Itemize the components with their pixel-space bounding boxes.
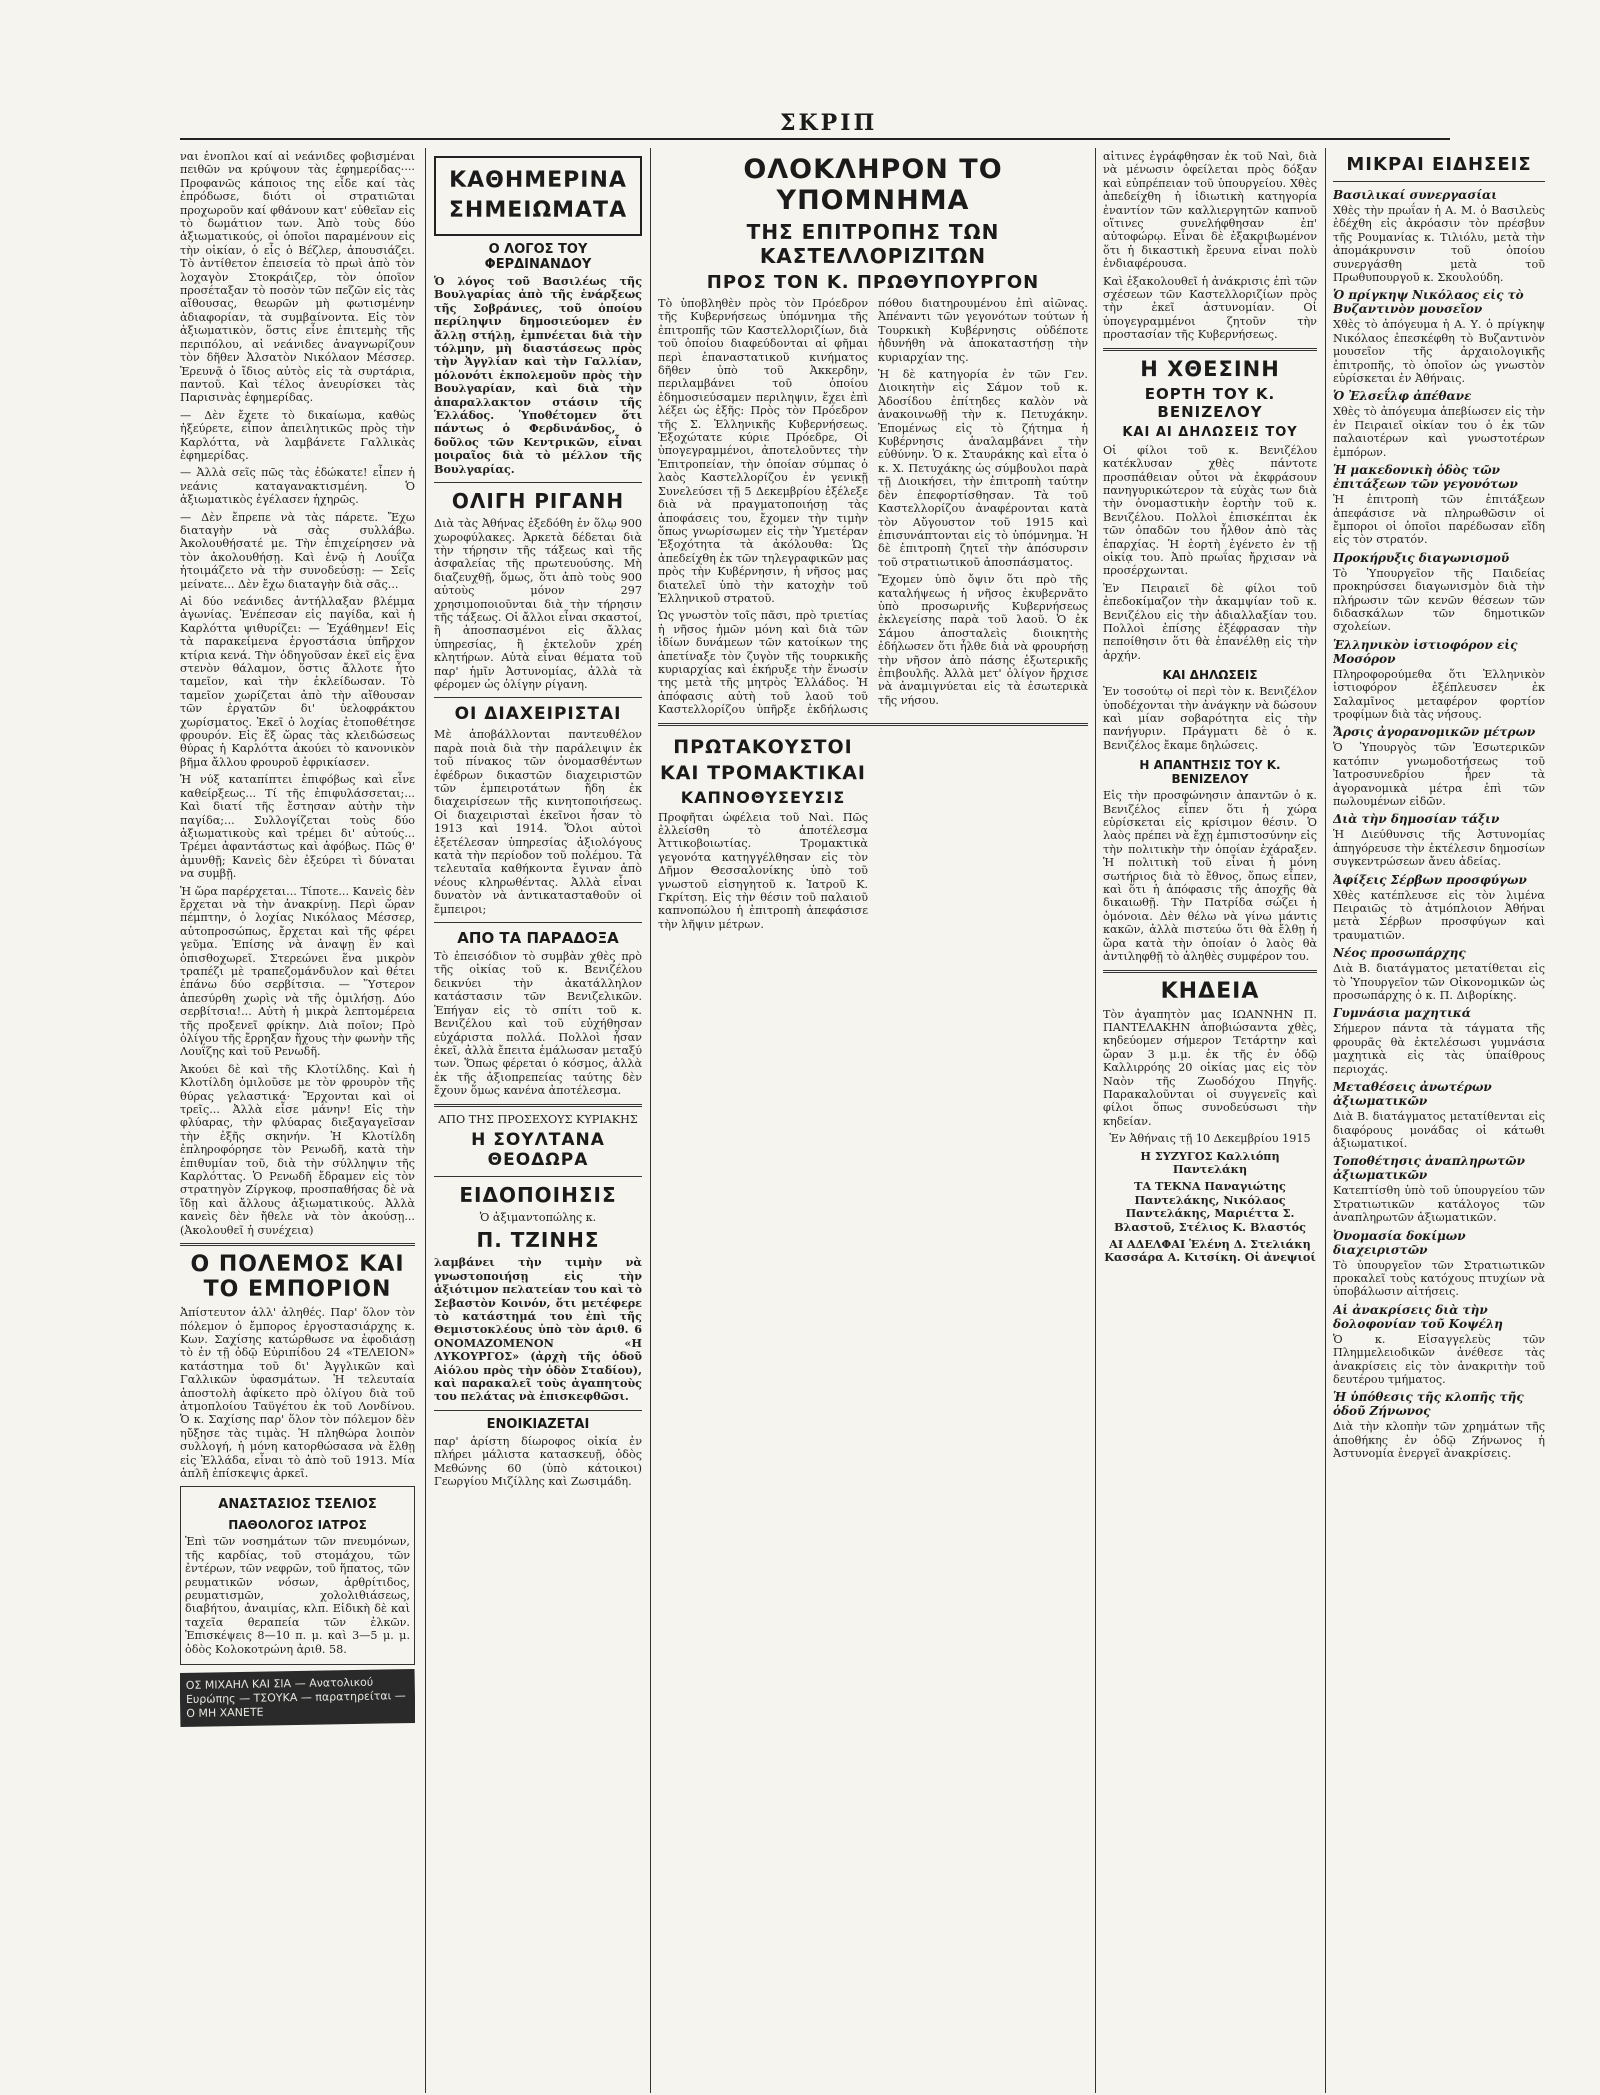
doctor-text: Ἐπὶ τῶν νοσημάτων τῶν πνευμόνων, τῆς καρδίας, τοῦ στομάχου, τῶν ἐντέρων, τῶν νεφρῶν, τοῦ ἥπατος, τῶν ρευματικῶν νόσων, ἀρθρίτιδος, ρευματισμῶν, χολολιθιάσεως, διαβήτου, ἀναιμίας, κλπ. Εἰδικὴ δὲ καὶ ταχεῖα θεραπεία τῶν ἐλκῶν. Ἐπισκέψεις 8—10 π. μ. καὶ 3—5 μ. μ. ὁδὸς Κολοκοτρώνη ἀριθ. 58. [185,1535,410,1656]
notice-text: λαμβάνει τὴν τιμὴν νὰ γνωστοποιήσῃ εἰς τὴν ἀξιότιμον πελατείαν του καὶ τὸ Σεβαστὸν Κοινόν, ὅτι μετέφερε τὸ κατάστημά του ἐπὶ τῆς Θεμιστοκλέους ὑπὸ τὸν ἀριθ. 6 ΟΝΟΜΑΖΟΜΕΝΟΝ «Η ΛΥΚΟΥΡΓΟΣ» (ἀρχὴ τῆς ὁδοῦ Αἰόλου πρὸς τὴν ὁδὸν Σταδίου), καὶ παρακαλεῖ τοὺς ἀγαπητοὺς του πελάτας νὰ ἐπισκεφθῶσι. [434,1255,642,1404]
rigani-text: Διὰ τὰς Ἀθήνας ἐξεδόθη ἐν ὅλῳ 900 χωροφύλακες. Ἀρκετὰ δέδεται διὰ τὴν τήρησιν τῆς τάξεως καὶ τῆς ἀσφαλείας τῆς πρωτευούσης. Μὴ διαζευχθῇ, ὅμως, ὅτι ἀπὸ τοὺς 900 αὐτοὺς μόνον 297 χρησιμοποιοῦνται διὰ τὴν τήρησιν τῆς τάξεως. Οἱ ἄλλοι εἶναι σκαστοί, ἢ ἀποσπασμένοι εἰς ἄλλας ὑπηρεσίας, ἢ ἐκτελοῦν χρέη κλητήρων. Αὐτὰ εἶναι θέματα τοῦ παρ' ἡμῖν Ἀστυνομίας, ἀλλὰ τὰ φέρομεν ὡς ὀλίγην ρίγανη. [434,517,642,691]
news-item-headline: Γυμνάσια μαχητικά [1333,1006,1471,1021]
news-item-headline: Ἡ μακεδονικὴ ὁδὸς τῶν ἐπιτάξεων τῶν γεγονότων [1333,463,1518,492]
rigani-headline: ΟΛΙΓΗ ΡΙΓΑΝΗ [451,489,625,514]
news-item-text: Σήμερον πάντα τὰ τάγματα τῆς φρουρᾶς θὰ ἐκτελέσωσι γυμνάσια μαχητικὰ εἰς τὰς ὑπαίθρους περιοχάς. [1333,1022,1545,1076]
masthead-title: ΣΚΡΙΠ [780,110,878,136]
continued-text: Καὶ ἐξακολουθεῖ ἡ ἀνάκρισις ἐπὶ τῶν σχέσεων τῶν Καστελλοριζίων πρὸς τὴν ἐκεῖ ἀστυνομίαν. Οἱ ὑπογεγραμμένοι ζητοῦν τὴν προστασίαν τῆς Κυβερνήσεως. [1103,274,1317,342]
unheard-headline-2: ΚΑΙ ΤΡΟΜΑΚΤΙΚΑΙ [659,761,866,784]
news-item-headline: Ὁ Ἐλσεΐλφ ἀπέθανε [1333,389,1472,404]
venizelos-text: Ἐν Πειραιεῖ δὲ φίλοι τοῦ ἐπεδοκίμαζον τὴν ἀκαμψίαν τοῦ κ. Βενιζέλου εἰς τὴν ἀδιαλλαξίαν του. Πολλοὶ ἐπίσης ἐξέφρασαν τὴν πεποίθησιν ὅτι θὰ ἐπανέλθῃ εἰς τὴν ἀρχήν. [1103,581,1317,662]
paradoxes-headline: ΑΠΟ ΤΑ ΠΑΡΑΔΟΞΑ [457,929,619,948]
memorandum-headline-2: ΤΗΣ ΕΠΙΤΡΟΠΗΣ ΤΩΝ ΚΑΣΤΕΛΛΟΡΙΖΙΤΩΝ [746,220,1000,268]
memorandum-body [658,297,1088,717]
news-item-headline: Μεταθέσεις ἀνωτέρων ἀξιωματικῶν [1333,1080,1492,1109]
funeral-children: ΤΑ ΤΕΚΝΑ Παναγιώτης Παντελάκης, Νικόλαος Παντελάκης, Μαριέττα Σ. Βλαστοῦ, Στέλιος Κ. Βλαστός [1114,1179,1306,1234]
rent-headline: ΕΝΟΙΚΙΑΖΕΤΑΙ [486,1416,590,1432]
funeral-headline: ΚΗΔΕΙΑ [1160,978,1260,1004]
paradoxes-text: Τὸ ἐπεισόδιον τὸ συμβὰν χθὲς πρὸ τῆς οἰκίας τοῦ κ. Βενιζέλου δεικνύει τὴν ἀκατάλληλον κατάστασιν τῶν Βενιζελικῶν. Ἐπήγαν εἰς τὸ σπίτι τοῦ κ. Βενιζέλου καὶ τοῦ εὐχήθησαν εὐχάριστα πολλά. Πολλοὶ ἦσαν ἐκεῖ, ἀλλὰ ἔπειτα ἐμάλωσαν μεταξύ των. Ὅπως φέρεται ὁ κόσμος, ἀλλὰ ἐκ τῆς ἀξιοπρεπείας ταύτης δὲν ἔχουν ὅμως κανένα ἀποτέλεσμα. [434,950,642,1098]
news-item-headline: Ἄρσις ἀγορανομικῶν μέτρων [1333,725,1536,740]
news-item-text: Διὰ τὴν κλοπὴν τῶν χρημάτων τῆς ἀποθήκης ἐν ὁδῷ Ζήνωνος ἡ Ἀστυνομία ἐνεργεῖ ἀνακρίσεις. [1333,1420,1545,1461]
funeral-text: Τὸν ἀγαπητὸν μας ΙΩΑΝΝΗΝ Π. ΠΑΝΤΕΛΑΚΗΝ ἀποβιώσαντα χθὲς, κηδεύομεν σήμερον Τετάρτην καὶ ὥραν 3 μ.μ. ἐκ τῆς ἐν ὁδῷ Καλλιρρόης 20 οἰκίας μας εἰς τὸν Ναὸν τῆς Ζωοδόχου Πηγῆς. Παρακαλοῦνται οἱ συγγενεῖς καὶ φίλοι ὅπως συνοδεύσωσι τὴν κηδείαν. [1103,1007,1317,1128]
unheard-headline-1: ΠΡΩΤΑΚΟΥΣΤΟΙ [673,735,853,758]
daily-notes-headline: ΚΑΘΗΜΕΡΙΝΑ ΣΗΜΕΙΩΜΑΤΑ [448,168,628,223]
serial-story-text: Ἀκούει δὲ καὶ τῆς Κλοτίλδης. Καὶ ἡ Κλοτίλδη ὁμιλοῦσε με τὸν φρουρὸν τῆς θύρας γελαστικά· Ἔρχονται καὶ οἱ τρεῖς... Ἀλλὰ εἶσε μάνην! Εἰς τὴν φλύαρας, τὴν φλύαρας διεξαγαγεῖσαν τὴν ἐξῆς σκηνήν. Ἡ Κλοτίλδη ἐπληροφόρησε τὸν Ρενωδῆ, κατὰ τὴν ἐπιθυμίαν τοῦ, διὰ τὴν σύλληψιν τῆς Καρλόττας. Ὁ Ρενωδῆ ἔδραμεν εἰς τὸν στρατηγὸν Ζίργκοφ, προσπαθήσας δὲ νὰ ἴδῃ καὶ ἄλλους ἀξιωματικούς. Ἀλλὰ κανεὶς δὲν ἤθελε νὰ τὸν ἀκούσῃ... (Ἀκολουθεῖ ἡ συνέχεια) [180,1062,415,1237]
venizelos-text: Εἰς τὴν προσφώνησιν ἀπαντῶν ὁ κ. Βενιζέλος εἶπεν ὅτι ἡ χώρα εὑρίσκεται εἰς κρίσιμον θέσιν. Ὁ λαὸς πρέπει νὰ ἔχῃ ἐμπιστοσύνην εἰς τὴν πολιτικὴν τὴν ὁποίαν ἐχάραξεν. Ἡ πολιτικὴ τοῦ εἶναι ἡ μόνη σωτήριος διὰ τὸ ἔθνος, ὅπως εἶπεν, καὶ ὅτι ἡ ἀπόφασις τῆς ἀποχῆς θὰ δικαιωθῇ. Τὴν Πατρίδα σώζει ἡ ὁμόνοια. Δὲν θέλω νὰ γίνω μάντις κακῶν, ἀλλὰ πιστεύω ὅτι θὰ ἔλθῃ ἡ ὥρα κατὰ τὴν ὁποίαν ὁ λαὸς θὰ ἀντιληφθῇ τὸ ἀληθὲς συμφέρον του. [1103,789,1317,964]
column-4 [1103,150,1317,2090]
news-item-headline: Βασιλικαί συνεργασίαι [1333,188,1498,202]
masthead [180,108,1450,140]
venizelos-headline-2: ΕΟΡΤΗ ΤΟΥ Κ. ΒΕΝΙΖΕΛΟΥ [1144,384,1276,421]
column-3 [658,150,1088,2090]
war-commerce-headline: Ο ΠΟΛΕΜΟΣ ΚΑΙ ΤΟ ΕΜΠΟΡΙΟΝ [190,1252,405,1303]
column-1 [180,150,415,2090]
memorandum-headline-3: ΠΡΟΣ ΤΟΝ Κ. ΠΡΩΘΥΠΟΥΡΓΟΝ [706,272,1040,293]
news-item-text: Ἡ Διεύθυνσις τῆς Ἀστυνομίας ἀπηγόρευσε τὴν ἐκτέλεσιν δημοσίων συγκεντρώσεων ἄνευ ἀδείας. [1333,828,1545,869]
news-item-headline: Αἱ ἀνακρίσεις διὰ τὴν δολοφονίαν τοῦ Κοψέλη [1333,1302,1503,1331]
unheard-box [658,732,868,936]
declarations-subhead: ΚΑΙ ΔΗΛΩΣΕΙΣ [1162,668,1258,683]
continued-text: αἱτινες ἐγράφθησαν ἐκ τοῦ Ναὶ, διὰ νὰ μένωσιν ὀφείλεται πρὸς δόξαν καὶ εὐπρέπειαν τοῦ ὑπουργείου. Χθὲς ἀπεδείχθη ἡ ἰδιωτικὴ κατηγορία ἐναντίον τῶν καλλιεργητῶν καπνοῦ οἵτινες συνελήφθησαν ἐπ' αὐτοφώρῳ. Εἶναι δὲ ἐξακριβωμένον ὅτι ἡ δικαστικὴ ἔρευνα εἶναι πολὺ ἐνδιαφέρουσα. [1103,150,1317,271]
venizelos-headline-3: ΚΑΙ ΑΙ ΔΗΛΩΣΕΙΣ ΤΟΥ [1122,424,1298,440]
news-item-headline: Ἡ ὑπόθεσις τῆς κλοπῆς τῆς ὁδοῦ Ζήνωνος [1333,1390,1524,1419]
notice-headline: ΕΙΔΟΠΟΙΗΣΙΣ [459,1182,617,1207]
news-item-headline: Ὁ πρίγκηψ Νικόλαος εἰς τὸ Βυζαντινὸν μουσεῖον [1333,288,1524,317]
news-item-headline: Νέος προσωπάρχης [1333,946,1466,961]
unheard-headline-3: ΚΑΠΝΟΘΥΣΕΥΣΙΣ [680,787,846,807]
news-item-text: Διὰ Β. διατάγματος μετατίθεται εἰς τὸ Ὑπουργεῖον τῶν Οἰκονομικῶν ὡς προσωπάρχης ὁ κ. Π. Διβορίκης. [1333,962,1545,1003]
news-item-text: Τὸ ὑπουργεῖον τῶν Στρατιωτικῶν προκαλεῖ τοὺς κατόχους πτυχίων νὰ ὑποβάλωσιν αἰτήσεις. [1333,1258,1545,1299]
memorandum-text: Ἡ δὲ κατηγορία ἐν τῶν Γεν. Διοικητὴν εἰς Σάμον τοῦ κ. Ἀδοσίδου ἐπίτηδες καλὸν νὰ ἀνακοινωθῇ τὴν κ. Πετυχάκην. Ἐπομένως εἰς τὸ ζήτημα ἡ Κυβέρνησις ἀναλαμβάνει τὴν εὐθύνην. Ὁ κ. Σταυράκης καὶ εἶτα ὁ κ. Χ. Πετυχάκης ὡς σύμβουλοι παρὰ τῇ Διοικήσει, τὴν ἐπιτροπὴ ταύτην δὲν ἐπεφορτίσθησαν. Τὰ τοῦ Καστελλορίζου ἀναφέρονται κατὰ τὸν Αὔγουστον τοῦ 1915 καὶ ἐπισυνάπτονται εἰς τὸ ὑπόμνημα. Ἡ δὲ ἐπιτροπὴ ζητεῖ τὴν ἀπόσυρσιν τοῦ στρατιωτικοῦ ἀποσπάσματος. [878,368,1088,569]
memorandum-text: Ὡς γνωστὸν τοῖς πᾶσι, πρὸ τριετίας ἡ νῆσος ἡμῶν μόνη καὶ διὰ τῶν ἰδίων δυνάμεων τῶν κατοίκων της ἀπετίναξε τὸν ζυγὸν τῆς τουρκικῆς κυριαρχίας καὶ ἐκήρυξε τὴν ἕνωσίν της μετὰ τῆς μητρὸς Ἑλλάδος. Ἡ ἀπόφασις αὐτὴ τοῦ λαοῦ τοῦ Καστελλορίζου ὑπῆρξε ἐκδήλωσις πόθου διατηρουμένου ἐπὶ αἰῶνας. Ἀπέναντι τῶν γεγονότων τούτων ἡ Τουρκικὴ Κυβέρνησις οὐδέποτε ἠδυνήθη νὰ ἀποκαταστήσῃ τὴν κυριαρχίαν της. [658,297,1088,717]
serial-story-text: — Δὲν ἔπρεπε νὰ τὰς πάρετε. Ἔχω διαταγὴν νὰ σὰς συλλάβω. Ἀκολουθήσατέ με. Τὴν ἐπιχείρησεν νὰ τὸν ἀκολουθήσῃ. Καὶ ἐνῷ ἡ Λουΐζα ἠτοιμάζετο νὰ τὴν συνοδεύσῃ: — Σεῖς μείνατε... Δὲν ἔχω διαταγὴν διὰ σᾶς... [180,510,415,591]
dark-advertisement: ΟΣ ΜΙΧΑΗΛ ΚΑΙ ΣΙΑ — Ανατολικού Ευρώπης — ΤΣΟΥΚΑ — παρατηρείται — Ο ΜΗ ΧΑΝΕΤΕ [180,1669,415,1727]
column-rule [1325,148,1326,2093]
news-item-text: Τὸ Ὑπουργεῖον τῆς Παιδείας προκηρύσσει διαγωνισμὸν διὰ τὴν πλήρωσιν τῶν κενῶν θέσεων τῶν διδασκάλων τῶν δημοτικῶν σχολείων. [1333,566,1545,634]
doctor-title: ΠΑΘΟΛΟΓΟΣ ΙΑΤΡΟΣ [228,1518,367,1533]
news-item-headline: Ἀφίξεις Σέρβων προσφύγων [1333,872,1527,887]
news-item-text: Ἡ ἐπιτροπὴ τῶν ἐπιτάξεων ἀπεφάσισε νὰ πληρωθῶσιν οἱ ἔμποροι οἱ ὁποῖοι παρέδωσαν εἴδη εἰς τὸν στρατόν. [1333,493,1545,547]
news-item-headline: Διὰ τὴν δημοσίαν τάξιν [1333,812,1500,827]
news-item-text: Διὰ Β. διατάγματος μετατίθενται εἰς διαφόρους μονάδας οἱ κάτωθι ἀξιωματικοί. [1333,1110,1545,1150]
news-item-text: Πληροφορούμεθα ὅτι Ἑλληνικὸν ἰστιοφόρον ἐξέπλευσεν ἐκ Σαλαμῖνος μεταφέρον φορτίον τροφίμων διὰ τὰς νήσους. [1333,667,1545,721]
news-item-text: Χθὲς κατέπλευσε εἰς τὸν λιμένα Πειραιῶς τὸ ἀτμόπλοιον Ἀθήναι μετὰ Σέρβων προσφύγων καὶ τραυματιῶν. [1333,888,1545,942]
reply-subhead: Η ΑΠΑΝΤΗΣΙΣ ΤΟΥ Κ. ΒΕΝΙΖΕΛΟΥ [1139,758,1281,787]
notice-name: Π. ΤΖΙΝΗΣ [476,1228,600,1253]
venizelos-text: Ἐν τοσούτῳ οἱ περὶ τὸν κ. Βενιζέλον ὑποδέχονται τὴν ἀνάγκην νὰ δώσουν καὶ μίαν σοβαρότητα εἰς τὴν πανήγυριν. Πράγματι δὲ ὁ κ. Βενιζέλος ἔκαμε δηλώσεις. [1103,685,1317,752]
ferdinand-headline: Ο ΛΟΓΟΣ ΤΟΥ ΦΕΡΔΙΝΑΝΔΟΥ [484,242,592,272]
serial-story-text: Ἡ ὥρα παρέρχεται... Τίποτε... Κανεὶς δὲν ἔρχεται νὰ τὴν ἀνακρίνῃ. Περὶ ὥραν πέμπτην, ὁ λοχίας Νικόλαος Μέσσερ, αὐτοπροσώπως, ἔρχεται καὶ τῆς φέρει γεῦμα. Ἐπίσης νὰ ἀναψῃ ἓν καὶ ὀπισθοχωρεῖ. Στερεώνει ἕνα μικρὸν τραπέζι μὲ τραπεζομάνδυλον καὶ θέτει ἐπάνω δύο σερβίτσια. — Ὕστερον ἀπεσύρθη χωρὶς νὰ τῆς ὁμιλήσῃ. Δύο σερβίτσια!... Αὐτὴ ἡ μικρὰ λεπτομέρεια τῆς προξενεῖ φρίκην. Διὰ ποῖον; Πρὸ ὀλίγου τῆς ἔρρηξαν ἤχους τὴν φωνὴν τῆς Λουΐζης καὶ τοῦ Ρενωδῆ. [180,884,415,1059]
serial-story-text: Αἱ δύο νεάνιδες ἀντήλλαξαν βλέμμα ἀγωνίας. Ἐνέπεσαν εἰς παγίδα, καὶ ἡ Καρλόττα ψιθυρίζει: — Ἐχάθημεν! Εἰς τὰ παρακείμενα ἐργοστάσια ὑπῆρχον κτίρια κενά. Τὴν ὁδηγοῦσαν ἐκεῖ εἰς ἓνα στενὸν θάλαμον, ὅστις ἄλλοτε ἦτο ταμεῖον, καὶ τὴν ἐκλείδωσαν. Τὸ ταμεῖον χωρίζεται ἀπὸ τὴν αἴθουσαν τῶν ἐργατῶν δι' ὑελοφράκτου χωρίσματος. Ἐκεῖ ὁ λοχίας ἐτοποθέτησε φρουρόν. Εἰς ἕξ ὥρας τὰς κλειδώσεως θύρας ἡ Καρλόττα ἀκούει τὸ κανονικὸν βῆμα ἄλλου φρουροῦ ἐφρικίασεν. [180,595,415,769]
news-item-text: Ὁ Ὑπουργὸς τῶν Ἐσωτερικῶν κατόπιν γνωμοδοτήσεως τοῦ Ἰατροσυνεδρίου ἦρεν τὰ ἀγορανομικὰ μέτρα ἐπὶ τῶν πωλουμένων εἰδῶν. [1333,741,1545,808]
venizelos-headline-1: Η ΧΘΕΣΙΝΗ [1140,356,1280,381]
serial-story-text: — Δὲν ἔχετε τὸ δικαίωμα, καθὼς ἠξεύρετε, εἶπον ἀπειλητικῶς πρὸς τὴν Καρλόττα, νὰ λαμβάνετε Γαλλικὰς ἐφημερίδας. [180,408,415,462]
column-rule [650,148,651,2093]
serial-story-text: — Ἀλλὰ σεῖς πῶς τὰς ἐδώκατε! εἶπεν ἡ νεάνις καταγανακτισμένη. Ὁ ἀξιωματικὸς ἐγέλασεν ἠχηρῶς. [180,466,415,507]
venizelos-text: Οἱ φίλοι τοῦ κ. Βενιζέλου κατέκλυσαν χθὲς πάντοτε προσπάθειαν οὗτοι νὰ ἐκφράσουν πανηγυρικώτερον τὰ εὐχὰς των διὰ τὴν ὀνομαστικὴν ἑορτὴν τοῦ κ. Βενιζέλου. Πολλοὶ ἐπισκέπται ἐκ τῶν ὀπαδῶν του ἦλθον ἀπὸ τὰς ἐπαρχίας. Ἡ ἑορτὴ ἐγένετο ἐν τῇ οἰκίᾳ του. Ἀπὸ πρωΐας ἤρχισαν νὰ προσέρχωνται. [1103,443,1317,578]
news-item-headline: Ὀνομασία δοκίμων διαχειριστῶν [1333,1228,1466,1257]
funeral-sisters: ΑΙ ΑΔΕΛΦΑΙ Ἑλένη Δ. Στελιάκη Κασσάρα Α. Κιτσίκη. Οἱ ἀνεψιοί [1104,1237,1316,1265]
news-item-headline: Ἑλληνικὸν ἰστιοφόρον εἰς Μοσόρον [1333,637,1518,666]
doctor-name: ΑΝΑΣΤΑΣΙΟΣ ΤΣΕΛΙΟΣ [218,1497,377,1513]
funeral-wife: Η ΣΥΖΥΓΟΣ Καλλιόπη Παντελάκη [1140,1148,1280,1176]
funeral-date: Ἐν Ἀθήναις τῇ 10 Δεκεμβρίου 1915 [1109,1132,1311,1146]
news-item-text: Χθὲς τὸ ἀπόγευμα ἡ Α. Υ. ὁ πρίγκηψ Νικόλαος ἐπεσκέφθη τὸ Βυζαντινὸν μουσεῖον τῆς ἀρχαιολογικῆς ἐπιτροπῆς, τὸ ὁποῖον ὡς γνωστὸν εὑρίσκεται ἐν Ἀθήναις. [1333,318,1545,386]
ferdinand-text: Ὁ λόγος τοῦ Βασιλέως τῆς Βουλγαρίας ἀπὸ τῆς ἐνάρξεως τῆς Σοβράνιες, τοῦ ὁποίου περίληψιν δημοσιεύομεν ἐν ἄλλῃ στήλῃ, ἐμπνέεται διὰ τὴν τόλμην, μὴ διαστάσεως πρὸς τὴν Ἀγγλίαν καὶ τὴν Γαλλίαν, μόλονότι ἐκπολεμοῦν πρὸς τὴν Βουλγαρίαν, καὶ διὰ τὴν ἀπαραλλακτον στάσιν τῆς Ἑλλάδος. Ὑποθέτομεν ὅτι πάντως ὁ Φερδινάνδος, ὁ δοῦλος τῶν Κεντρικῶν, εἶναι μοιραῖος διὰ τὸ μέλλον τῆς Βουλγαρίας. [434,274,642,476]
war-commerce-text: Ἀπίστευτον ἀλλ' ἀληθές. Παρ' ὅλον τὸν πόλεμον ὁ ἔμπορος ἐργοστασιάρχης κ. Κων. Σαχίσης κατώρθωσε να ἐφοδιάσῃ τὸ ἐν τῇ ὁδῷ Εὐριπίδου 24 «ΤΕΛΕΙΟΝ» κατάστημα τοῦ δι' Ἀγγλικῶν καὶ Γαλλικῶν ὑφασμάτων. Ἡ τελευταία ἀποστολὴ ἀφίκετο πρὸ ὀλίγου διὰ τοῦ ἀτμοπλοίου Ταϋγέτου ἐκ τοῦ Λονδίνου. Ὁ κ. Σαχίσης παρ' ὅλον τὸν πόλεμον δὲν ηὔξησε τὰς τιμὰς. Ἡ πληθώρα λοιπὸν συλλογή, ἡ μόνη κατορθώσασα νὰ ἔλθῃ εἰς Ἑλλάδα, εἶναι τὸ ἀπὸ τοῦ 1913. Μία ἁπλῆ ἐπίσκεψις ἀρκεῖ. [180,1306,415,1480]
memorandum-text: Τὸ ὑποβληθὲν πρὸς τὸν Πρόεδρον τῆς Κυβερνήσεως ὑπόμνημα τῆς ἐπιτροπῆς τῶν Καστελλοριζίων, διὰ τοῦ ὁποίου διαφεύδονται αἱ φῆμαι περὶ ἐπαναστατικοῦ κινήματος δῆθεν ὑπὸ τοῦ Ἀκκερδην, περιλαμβάνει τοῦ ὁποίου ἐδημοσιεύσαμεν περιληψιν, ἔχει ἐπὶ λέξει ὡς ἑξῆς: Πρὸς τὸν Πρόεδρον τῆς Σ. Ἑλληνικῆς Κυβερνήσεως. Ἐξοχώτατε κύριε Πρόεδρε, Οἱ ὑπογεγραμμένοι, ἀποτελοῦντες τὴν Ἐπιτροπείαν, τὴν ὁποίαν σύμπας ὁ λαὸς Καστελλορίζου ἐν γενικῇ Συνελεύσει τῇ 5 Δεκεμβρίου ἐξέλεξε διὰ νὰ πραγματοποιήσῃ τὰς ἀποφάσεις του, ἔχομεν τὴν τιμὴν ὅπως γνωρίσωμεν εἰς τὴν Ὑμετέραν Ἐξοχότητα τὰ ἀκόλουθα: Ὡς ἀπεδείχθη ἐκ τῶν τηλεγραφικῶν μας πρὸς τὴν Κυβέρνησιν, ἡ νῆσος μας διατελεῖ ὑπὸ τὴν κατοχὴν τοῦ Ἑλληνικοῦ στρατοῦ. [658,297,868,605]
news-item-text: Χθὲς τὴν πρωΐαν ἡ Α. Μ. ὁ Βασιλεὺς ἐδέχθη εἰς ἀκρόασιν τὸν πρέσβυν τῆς Ρουμανίας κ. Τιλιόλυ, μετὰ τὴν ἀπομάκρυνσιν τοῦ ὁποίου συνεργάσθη μετὰ τοῦ Πρωθυπουργοῦ κ. Σκουλούδη. [1333,204,1545,285]
column-5 [1333,150,1545,2090]
doctor-ad [180,1486,415,1665]
news-item-text: Κατεπτίσθη ὑπὸ τοῦ ὑπουργείου τῶν Στρατιωτικῶν κατάλογος τῶν ἀναπληρωτῶν ἀξιωματικῶν. [1333,1184,1545,1225]
serial-story-text: ναι ἐνοπλοι καί αἱ νεάνιδες φοβισμέναι πειθῶν να κρύψουν τὰς ἐφημερίδας···· Προφανῶς κάποιος της εἶδε καί τὰς ἐπρόδωσε, διότι οἱ στρατιῶται προχωροῦν καί φθάνουν κατ' εὐθεῖαν εἰς τὸ δωμάτιον των. Ἀπὸ τοὺς δύο ἀξιωματικούς, οἱ ὁποῖοι παραμένουν εἰς τὴν οἰκίαν, ὁ εἷς ὁ Βέζλερ, ἀπουσιάζει. Τὸ ἀντίθετον ἐπεισεία τὸ πρωὶ ἀπὸ τὸν λοχαγὸν Στοκράιζερ, τὸν ὁποῖον προσέταξαν τὸ ποσὸν τῶν πεζῶν εἰς τὰς αἴθουσας, θεωρῶν μὴ φωτισμένην ἀδιαφορίαν, τὰ συμβαίνοντα. Εἰς τὸν ἀξιωματικὸν, ὅστις εἶνε ἐπιτεμὴς τῆς περιπόλου, αἱ νεάνιδες ἀναγνωρίζουν τὸν δῆθεν Ἀλσατὸν Νικόλαον Μέσσερ. Ἐρευνᾷ ὁ ἴδιος αὐτὸς εἰς τὰ συρτάρια, παντοῦ. Καὶ τέλος ἀνευρίσκει τὰς Παρισινὰς ἐφημερίδας. [180,150,415,405]
column-rule [1095,148,1096,2093]
theatre-notice-title: Η ΣΟΥΛΤΑΝΑ ΘΕΟΔΩΡΑ [471,1129,605,1170]
column-2 [434,150,642,2090]
short-news-list [1333,188,1545,1461]
serial-story-text: Ἡ νύξ καταπίπτει ἐπιφόβως καὶ εἶνε καθείρξεως... Τί τῆς ἐπιφυλάσσεται;... Καὶ διατί τῆς ἔστησαν αὐτὴν τὴν παγίδα;... Συλλογίζεται τοὺς δύο ἀξιωματικοὺς καὶ τρέμει δι' αὐτούς... Τρέμει ἀφαντάστως καὶ ἀφόβως. Πῶς θ' ἀμυνθῇ; Κανεὶς δὲν ἐξεύρει τὶ δύναται να συμβῇ. [180,773,415,881]
unheard-text: Προφῆται ὠφέλεια τοῦ Ναὶ. Πῶς ἐλλείσθη τὸ ἀποτέλεσμα Ἀττικοβοιωτίας. Τρομακτικὰ γεγονότα κατηγγέλθησαν εἰς τὸν Δῆμον Θεσσαλονίκης ὑπὸ τοῦ γνωστοῦ εἰσηγητοῦ κ. Ἰατροῦ Κ. Γκρίτση. Εἰς τὴν θέσιν τοῦ παλαιοῦ καπνοπώλου ἡ ἐπιτροπὴ ἀπεφάσισε τὴν λῆψιν μέτρων. [658,810,868,931]
rent-text: παρ' ἀρίστη δίωροφος οἰκία ἐν πλήρει μάλιστα κατασκευῇ, ὁδὸς Μεθώνης 60 (ὑπὸ κάτοικοι) Γεωργίου Μιζίλλης καὶ Ζωσιμάδη. [434,1434,642,1489]
news-item-text: Χθὲς τὸ ἀπόγευμα ἀπεβίωσεν εἰς τὴν ἐν Πειραιεῖ οἰκίαν του ὁ ἐκ τῶν παλαιοτέρων καὶ γνωστοτέρων ἐμπόρων. [1333,405,1545,459]
column-rule [425,148,426,2093]
daily-notes-box [434,156,642,236]
theatre-notice-top: ΑΠΟ ΤΗΣ ΠΡΟΣΕΧΟΥΣ ΚΥΡΙΑΚΗΣ [438,1112,638,1126]
memorandum-text: Ἔχομεν ὑπὸ ὄψιν ὅτι πρὸ τῆς καταλήψεως ἡ νῆσος ἐκυβερνᾶτο ὑπὸ προσωρινῆς Κυβερνήσεως ἐκλεγείσης παρὰ τοῦ λαοῦ. Ὁ ἐκ Σάμου ἀποσταλεὶς διοικητὴς ἐδήλωσεν ὅτι ἦλθε διὰ νὰ φρουρήσῃ τὴν νῆσον ἀπὸ πάσης ἐξωτερικῆς ἐπιβουλῆς. Ἀλλὰ μετ' ὀλίγον ἤρχισε νὰ ἀναμιγνύεται εἰς τὰ ἐσωτερικὰ τῆς νήσου. [878,573,1088,707]
administrators-text: Μὲ ἀποβάλλονται παντευθέλον παρὰ ποιὰ διὰ τὴν παράλειψιν ἐκ τοῦ πίνακος τῶν ὀνομασθέντων ἐφέδρων δικαστῶν διαχειριστῶν τῶν ἐμπειροτάτων ἤδη ἐκ διαχειρίσεων τῆς κινητοποιήσεως. Οἱ διαχειρισταὶ ἐκεῖνοι ἦσαν τὸ 1913 καὶ 1914. Ὅλοι αὐτοὶ ἐξετέλεσαν ὑπηρεσίας ἀξιολόγους κατὰ τὴν περίοδον τοῦ πολέμου. Τὰ τελευταῖα καθήκοντα ἔγιναν ἀπὸ νέους κληρωθέντας. Ἀλλὰ εἶναι δυνατὸν νὰ ἀντικατασταθοῦν οἱ ἔμπειροι; [434,728,642,916]
notice-subline: Ὁ ἀξιμαντοπώλης κ. [479,1210,597,1224]
news-item-headline: Προκήρυξις διαγωνισμοῦ [1333,550,1510,565]
short-news-headline: ΜΙΚΡΑΙ ΕΙΔΗΣΕΙΣ [1346,154,1532,175]
memorandum-headline-1: ΟΛΟΚΛΗΡΟΝ ΤΟ ΥΠΟΜΝΗΜΑ [743,154,1003,216]
news-item-headline: Τοποθέτησις ἀναπληρωτῶν ἀξιωματικῶν [1333,1154,1525,1183]
news-item-text: Ὁ κ. Εἰσαγγελεὺς τῶν Πλημμελειοδικῶν ἀνέθεσε τὰς ἀνακρίσεις εἰς τὸν ἀνακριτὴν τοῦ δευτέρου τμήματος. [1333,1332,1545,1386]
administrators-headline: ΟΙ ΔΙΑΧΕΙΡΙΣΤΑΙ [454,704,622,725]
